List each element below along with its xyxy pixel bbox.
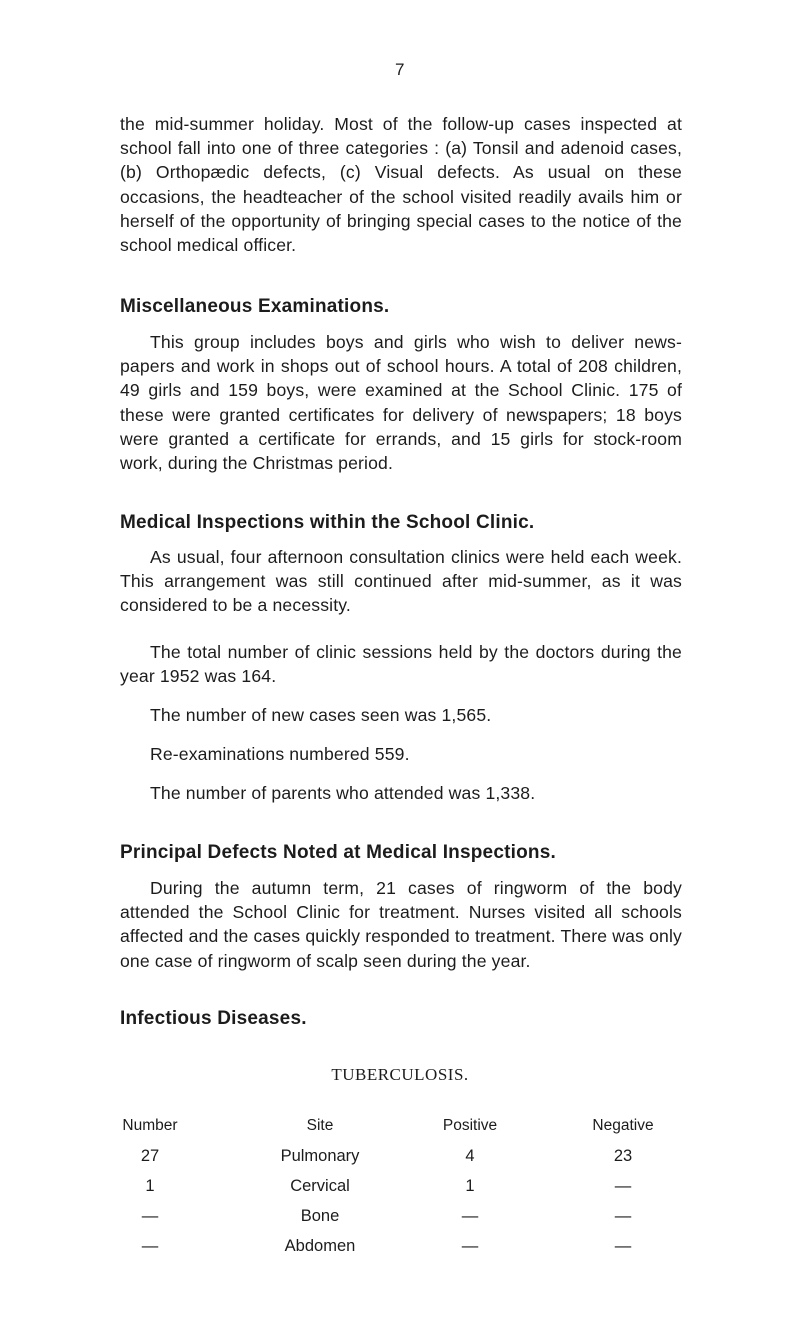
cell-positive: — <box>461 1237 479 1255</box>
clinic-paragraph-5: The number of parents who attended was 1,338. <box>150 783 536 803</box>
cell-number: 27 <box>140 1147 160 1165</box>
table-row <box>0 1177 800 1201</box>
heading-principal-defects: Principal Defects Noted at Medical Inspections. <box>120 842 556 863</box>
cell-positive: 4 <box>465 1147 475 1165</box>
cell-site: Abdomen <box>284 1237 356 1255</box>
clinic-paragraph-4: Re-examinations numbered 559. <box>150 744 410 764</box>
intro-paragraph: the mid-summer holiday. Most of the follow-up cases inspected at school fall into one of three categories : (a) Tonsil and adenoid cases, (b) Orthopædic defects, (c) Visual defects. As usual on these occasions, the headteacher of the school visited readily avails him or herself of the opportunity of bringing special cases to the notice of the school medical officer. <box>120 114 682 256</box>
cell-negative: — <box>614 1207 632 1225</box>
clinic-paragraph-2: The total number of clinic sessions held by the doctors during the year 1952 was 164. <box>120 642 682 687</box>
cell-negative: — <box>614 1237 632 1255</box>
table-title: TUBERCULOSIS. <box>331 1065 469 1084</box>
cell-number: — <box>141 1207 159 1225</box>
defects-paragraph: During the autumn term, 21 cases of ringworm of the body attended the School Clinic for treatment. Nurses visited all schools affected and the cases quickly responded to treatment. There was only one case of ringworm of scalp seen during the year. <box>120 878 682 971</box>
header-number: Number <box>122 1117 178 1134</box>
cell-positive: 1 <box>465 1177 475 1195</box>
cell-number: 1 <box>145 1177 155 1195</box>
table-header-row <box>0 1117 800 1141</box>
clinic-paragraph-1: As usual, four afternoon consultation clinics were held each week. This arrangement was still continued after mid-summer, as it was considered to be a necessity. <box>120 547 682 616</box>
header-positive: Positive <box>442 1117 498 1134</box>
cell-negative: 23 <box>613 1147 633 1165</box>
table-row <box>0 1237 800 1261</box>
header-negative: Negative <box>592 1117 654 1134</box>
heading-infectious-diseases: Infectious Diseases. <box>120 1008 307 1029</box>
heading-miscellaneous-examinations: Miscellaneous Examinations. <box>120 296 390 317</box>
miscellaneous-paragraph: This group includes boys and girls who wish to deliver news-papers and work in shops out of school hours. A total of 208 children, 49 girls and 159 boys, were examined at the School Clinic. 175 of these were granted certificates for delivery of newspapers; 18 boys were granted a certificate for errands, and 15 girls for stock-room work, during the Christmas period. <box>120 332 682 474</box>
cell-positive: — <box>461 1207 479 1225</box>
clinic-paragraph-3: The number of new cases seen was 1,565. <box>150 705 492 725</box>
page-number: 7 <box>395 60 405 79</box>
table-row <box>0 1207 800 1231</box>
cell-site: Bone <box>300 1207 340 1225</box>
table-row <box>0 1147 800 1171</box>
heading-medical-inspections-clinic: Medical Inspections within the School Clinic. <box>120 512 535 533</box>
cell-number: — <box>141 1237 159 1255</box>
cell-site: Cervical <box>290 1177 350 1195</box>
cell-negative: — <box>614 1177 632 1195</box>
header-site: Site <box>306 1117 334 1134</box>
cell-site: Pulmonary <box>280 1147 360 1165</box>
